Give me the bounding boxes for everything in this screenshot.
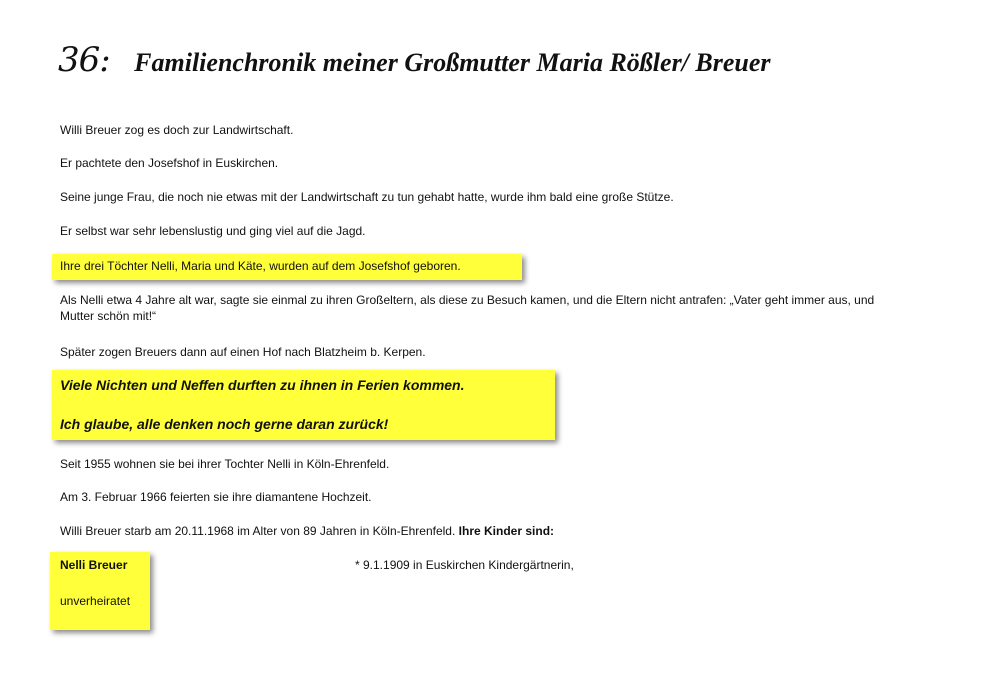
chapter-title: Familienchronik meiner Großmutter Maria Rößler/ Breuer [134,48,771,77]
paragraph-2: Er pachtete den Josefshof in Euskirchen. [60,156,279,170]
paragraph-3: Seine junge Frau, die noch nie etwas mit der Landwirtschaft zu tun gehabt hatte, wurde ihm bald eine große Stütze. [60,190,674,204]
highlight-daughters [52,254,522,280]
chapter-number: 36: [58,40,110,80]
highlight-holidays [52,370,555,440]
highlight-holidays-line-1: Viele Nichten und Neffen durften zu ihnen in Ferien kommen. [60,377,465,393]
paragraph-1: Willi Breuer zog es doch zur Landwirtschaft. [60,123,294,137]
paragraph-4: Er selbst war sehr lebenslustig und ging viel auf die Jagd. [60,224,366,238]
child-status: unverheiratet [60,594,131,608]
highlight-holidays-line-2: Ich glaube, alle denken noch gerne daran zurück! [60,416,389,432]
paragraph-10 [60,523,554,539]
paragraph-8: Seit 1955 wohnen sie bei ihrer Tochter Nelli in Köln-Ehrenfeld. [60,457,390,471]
highlight-daughters-text: Ihre drei Töchter Nelli, Maria und Käte, wurden auf dem Josefshof geboren. [60,259,461,273]
child-birth-info: * 9.1.1909 in Euskirchen Kindergärtnerin, [355,558,574,572]
child-card [50,552,150,630]
paragraph-9: Am 3. Februar 1966 feierten sie ihre diamantene Hochzeit. [60,490,372,504]
children-heading: Ihre Kinder sind: [458,524,555,538]
page-title [58,40,771,80]
paragraph-10-text: Willi Breuer starb am 20.11.1968 im Alter von 89 Jahren in Köln-Ehrenfeld. [60,524,456,538]
paragraph-7: Später zogen Breuers dann auf einen Hof nach Blatzheim b. Kerpen. [60,345,426,359]
paragraph-6: Als Nelli etwa 4 Jahre alt war, sagte sie einmal zu ihren Großeltern, als diese zu Besuch kamen, und die Eltern nicht antrafen: „Vater geht immer aus, und Mutter schön mit!“ [60,293,875,323]
child-name: Nelli Breuer [60,558,128,572]
